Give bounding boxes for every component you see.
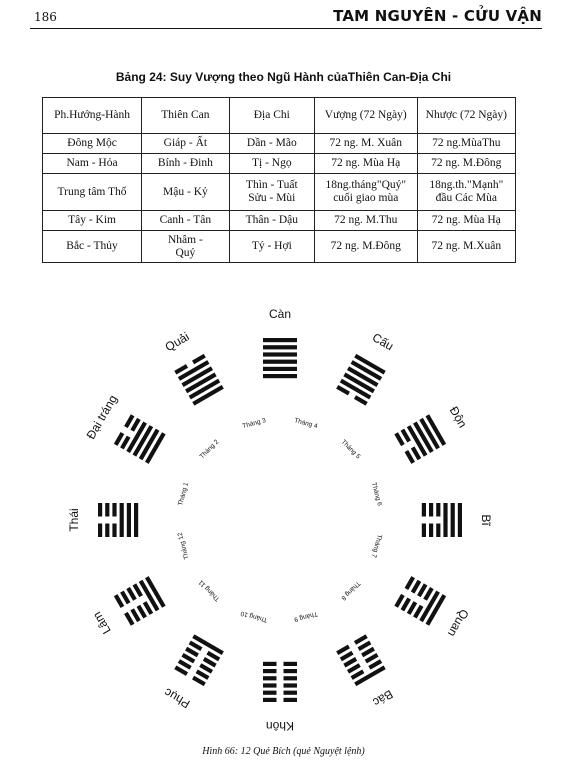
running-title: TAM NGUYÊN - CỬU VẬN [333,7,542,25]
yin-line [429,503,433,537]
month-label: Tháng 1 [177,481,191,507]
hexagram-name: Bĩ [478,514,493,526]
month-label: Tháng 4 [293,417,319,431]
hexagram-name: Phục [161,685,193,712]
hexagram-name: Quải [162,329,192,355]
page-number: 186 [34,10,57,24]
column-header: Vượng (72 Ngày) [314,98,417,134]
table-title: Bảng 24: Suy Vượng theo Ngũ Hành củaThiên Can-Địa Chi [115,70,452,84]
yin-line [263,669,297,673]
column-header: Địa Chi [229,98,314,134]
table-cell: Tị - Ngọ [229,154,314,174]
hexagram-name: Cấu [369,330,396,354]
hexagram-name: Khôn [265,718,295,733]
hexagram-name: Lâm [89,609,114,637]
month-label: Tháng 2 [198,438,221,461]
table-cell: 72 ng. M.Thu [314,211,417,231]
table-cell: Thân - Dậu [229,211,314,231]
yin-line [263,676,297,680]
month-label: Tháng 11 [197,578,222,603]
yang-line [127,503,131,537]
yin-line [112,503,116,537]
yin-line [263,662,297,666]
table-header-row [43,98,516,134]
hexagram-name: Độn [446,404,470,431]
hexagram-name: Thái [67,508,82,532]
month-label: Tháng 8 [339,579,362,602]
yang-line [134,503,138,537]
table-cell: Tý - Hợi [229,231,314,263]
hexagram-name: Bác [370,686,396,710]
table-cell: 72 ng.MùaThu [417,134,515,154]
month-label: Tháng 3 [241,417,267,431]
table-cell: Dần - Mão [229,134,314,154]
table-cell: 18ng.tháng"Quý" cuối giao mùa [314,174,417,211]
table-cell: Tây - Kim [43,211,142,231]
yang-line [263,367,297,371]
yin-line [263,683,297,687]
table-cell: 72 ng. M.Đông [314,231,417,263]
yang-line [458,503,462,537]
column-header: Nhược (72 Ngày) [417,98,515,134]
hexagram-symbol [114,576,166,626]
yang-line [263,352,297,356]
hexagram-symbol [263,662,297,702]
yin-line [98,503,102,537]
hexagram-symbol [422,503,462,537]
hexagram-symbol [336,634,386,686]
table-cell: Giáp - Ất [142,134,230,154]
table-cell: 72 ng. M.Xuân [417,231,515,263]
yin-line [436,503,440,537]
column-header: Ph.Hướng-Hành [43,98,142,134]
yin-line [263,698,297,702]
table-row [43,211,516,231]
table-cell: 18ng.th."Mạnh" đầu Các Mùa [417,174,515,211]
yin-line [422,503,426,537]
table-cell: 72 ng. Mùa Hạ [314,154,417,174]
table-row [43,174,516,211]
table-row [43,231,516,263]
column-header: Thiên Can [142,98,230,134]
month-label: Tháng 5 [339,438,362,461]
table-cell: Bính - Đinh [142,154,230,174]
table-row [43,154,516,174]
table-cell: 72 ng. M. Xuân [314,134,417,154]
table-cell: Mậu - Kỷ [142,174,230,211]
table-cell: Trung tâm Thổ [43,174,142,211]
month-label: Tháng 9 [293,609,319,623]
hexagram-name: Đại tráng [83,392,121,442]
hexagram-symbol [174,634,224,686]
yang-line [263,374,297,378]
hexagram-symbol [114,414,166,464]
hexagram-symbol [174,354,224,406]
table-cell: Thìn - Tuất Sửu - Mùi [229,174,314,211]
month-label: Tháng 6 [369,481,383,507]
table-cell: Bắc - Thủy [43,231,142,263]
figure-caption: Hình 66: 12 Quẻ Bích (quẻ Nguyệt lệnh) [202,746,365,757]
table-cell: Nam - Hỏa [43,154,142,174]
yin-line [263,691,297,695]
table-cell: 72 ng. M.Đông [417,154,515,174]
twelve-sovereign-hexagrams-diagram [40,300,520,735]
table-cell: Đông Mộc [43,134,142,154]
table-cell: 72 ng. Mùa Hạ [417,211,515,231]
hexagram-symbol [394,576,446,626]
table-row [43,134,516,154]
yang-line [263,338,297,342]
yang-line [443,503,447,537]
yin-line [105,503,109,537]
table-cell: Canh - Tân [142,211,230,231]
yang-line [263,360,297,364]
hexagram-symbol [263,338,297,378]
month-label: Tháng 7 [369,533,383,559]
suy-vuong-table [42,97,516,263]
month-label: Tháng 10 [239,609,269,624]
yang-line [263,345,297,349]
hexagram-name: Càn [268,307,292,322]
yang-line [120,503,124,537]
hexagram-symbol [98,503,138,537]
hexagram-name: Quan [444,606,472,640]
month-label: Tháng 12 [176,531,191,561]
table-cell: Nhâm - Quý [142,231,230,263]
hexagram-symbol [336,354,386,406]
yang-line [451,503,455,537]
page-header [30,6,542,29]
hexagram-symbol [394,414,446,464]
